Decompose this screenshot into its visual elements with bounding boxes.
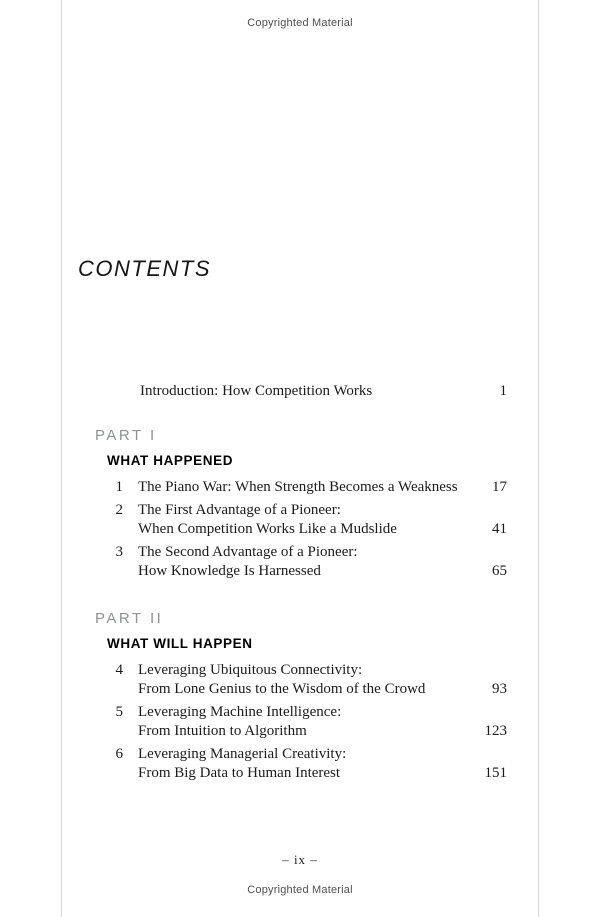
chapter-page-number: 41 [492, 521, 507, 537]
chapter-title [138, 501, 473, 539]
chapter-number: 4 [115, 662, 123, 678]
chapter-title-line-2: From Intuition to Algorithm [138, 723, 307, 739]
toc-entry-introduction [140, 382, 507, 401]
page-edge-left [61, 0, 62, 917]
page-number-folio: – ix – [282, 852, 318, 867]
chapter-page-number: 151 [484, 765, 507, 781]
chapter-number: 5 [115, 704, 123, 720]
chapter-title-line-1: Leveraging Machine Intelligence: [138, 704, 342, 720]
chapter-title-line-2: When Competition Works Like a Mudslide [138, 521, 397, 537]
chapter-title-line-1: The Piano War: When Strength Becomes a Weakness [138, 479, 458, 495]
chapter-title [138, 745, 473, 783]
chapter-title-line-2: How Knowledge Is Harnessed [138, 563, 321, 579]
chapter-title-line-1: Leveraging Ubiquitous Connectivity: [138, 662, 363, 678]
chapter-title [138, 543, 473, 581]
toc-entry-page-number: 1 [499, 383, 507, 399]
chapter-page-number: 123 [484, 723, 507, 739]
chapter-number: 1 [115, 479, 123, 495]
chapter-title-line-1: The First Advantage of a Pioneer: [138, 502, 341, 518]
toc-part-2 [95, 610, 507, 783]
copyright-notice-top: Copyrighted Material [247, 17, 353, 29]
part-title: WHAT HAPPENED [107, 453, 234, 468]
chapter-title [138, 478, 473, 497]
chapter-page-number: 65 [492, 563, 507, 579]
toc-entry-chapter-6 [107, 745, 507, 783]
chapter-number: 6 [115, 746, 123, 762]
part-label: PART I [95, 427, 157, 444]
chapter-title [138, 661, 473, 699]
chapter-number: 2 [115, 502, 123, 518]
chapter-number: 3 [115, 544, 123, 560]
part-label: PART II [95, 610, 164, 627]
toc-entry-label: Introduction: How Competition Works [140, 383, 373, 399]
toc-entry-chapter-4 [107, 661, 507, 699]
copyright-notice-bottom: Copyrighted Material [247, 884, 353, 896]
toc-entry-chapter-1 [107, 478, 507, 497]
toc-entry-chapter-3 [107, 543, 507, 581]
page-edge-right [538, 0, 539, 917]
part-title: WHAT WILL HAPPEN [107, 636, 253, 651]
chapter-page-number: 93 [492, 681, 507, 697]
page-title: CONTENTS [78, 256, 211, 281]
chapter-page-number: 17 [492, 479, 507, 495]
toc-entry-chapter-2 [107, 501, 507, 539]
chapter-title-line-2: From Lone Genius to the Wisdom of the Crowd [138, 681, 426, 697]
chapter-title-line-1: The Second Advantage of a Pioneer: [138, 544, 358, 560]
toc-entry-chapter-5 [107, 703, 507, 741]
table-of-contents [95, 382, 507, 787]
chapter-title [138, 703, 473, 741]
chapter-title-line-1: Leveraging Managerial Creativity: [138, 746, 347, 762]
toc-part-1 [95, 427, 507, 581]
chapter-title-line-2: From Big Data to Human Interest [138, 765, 341, 781]
